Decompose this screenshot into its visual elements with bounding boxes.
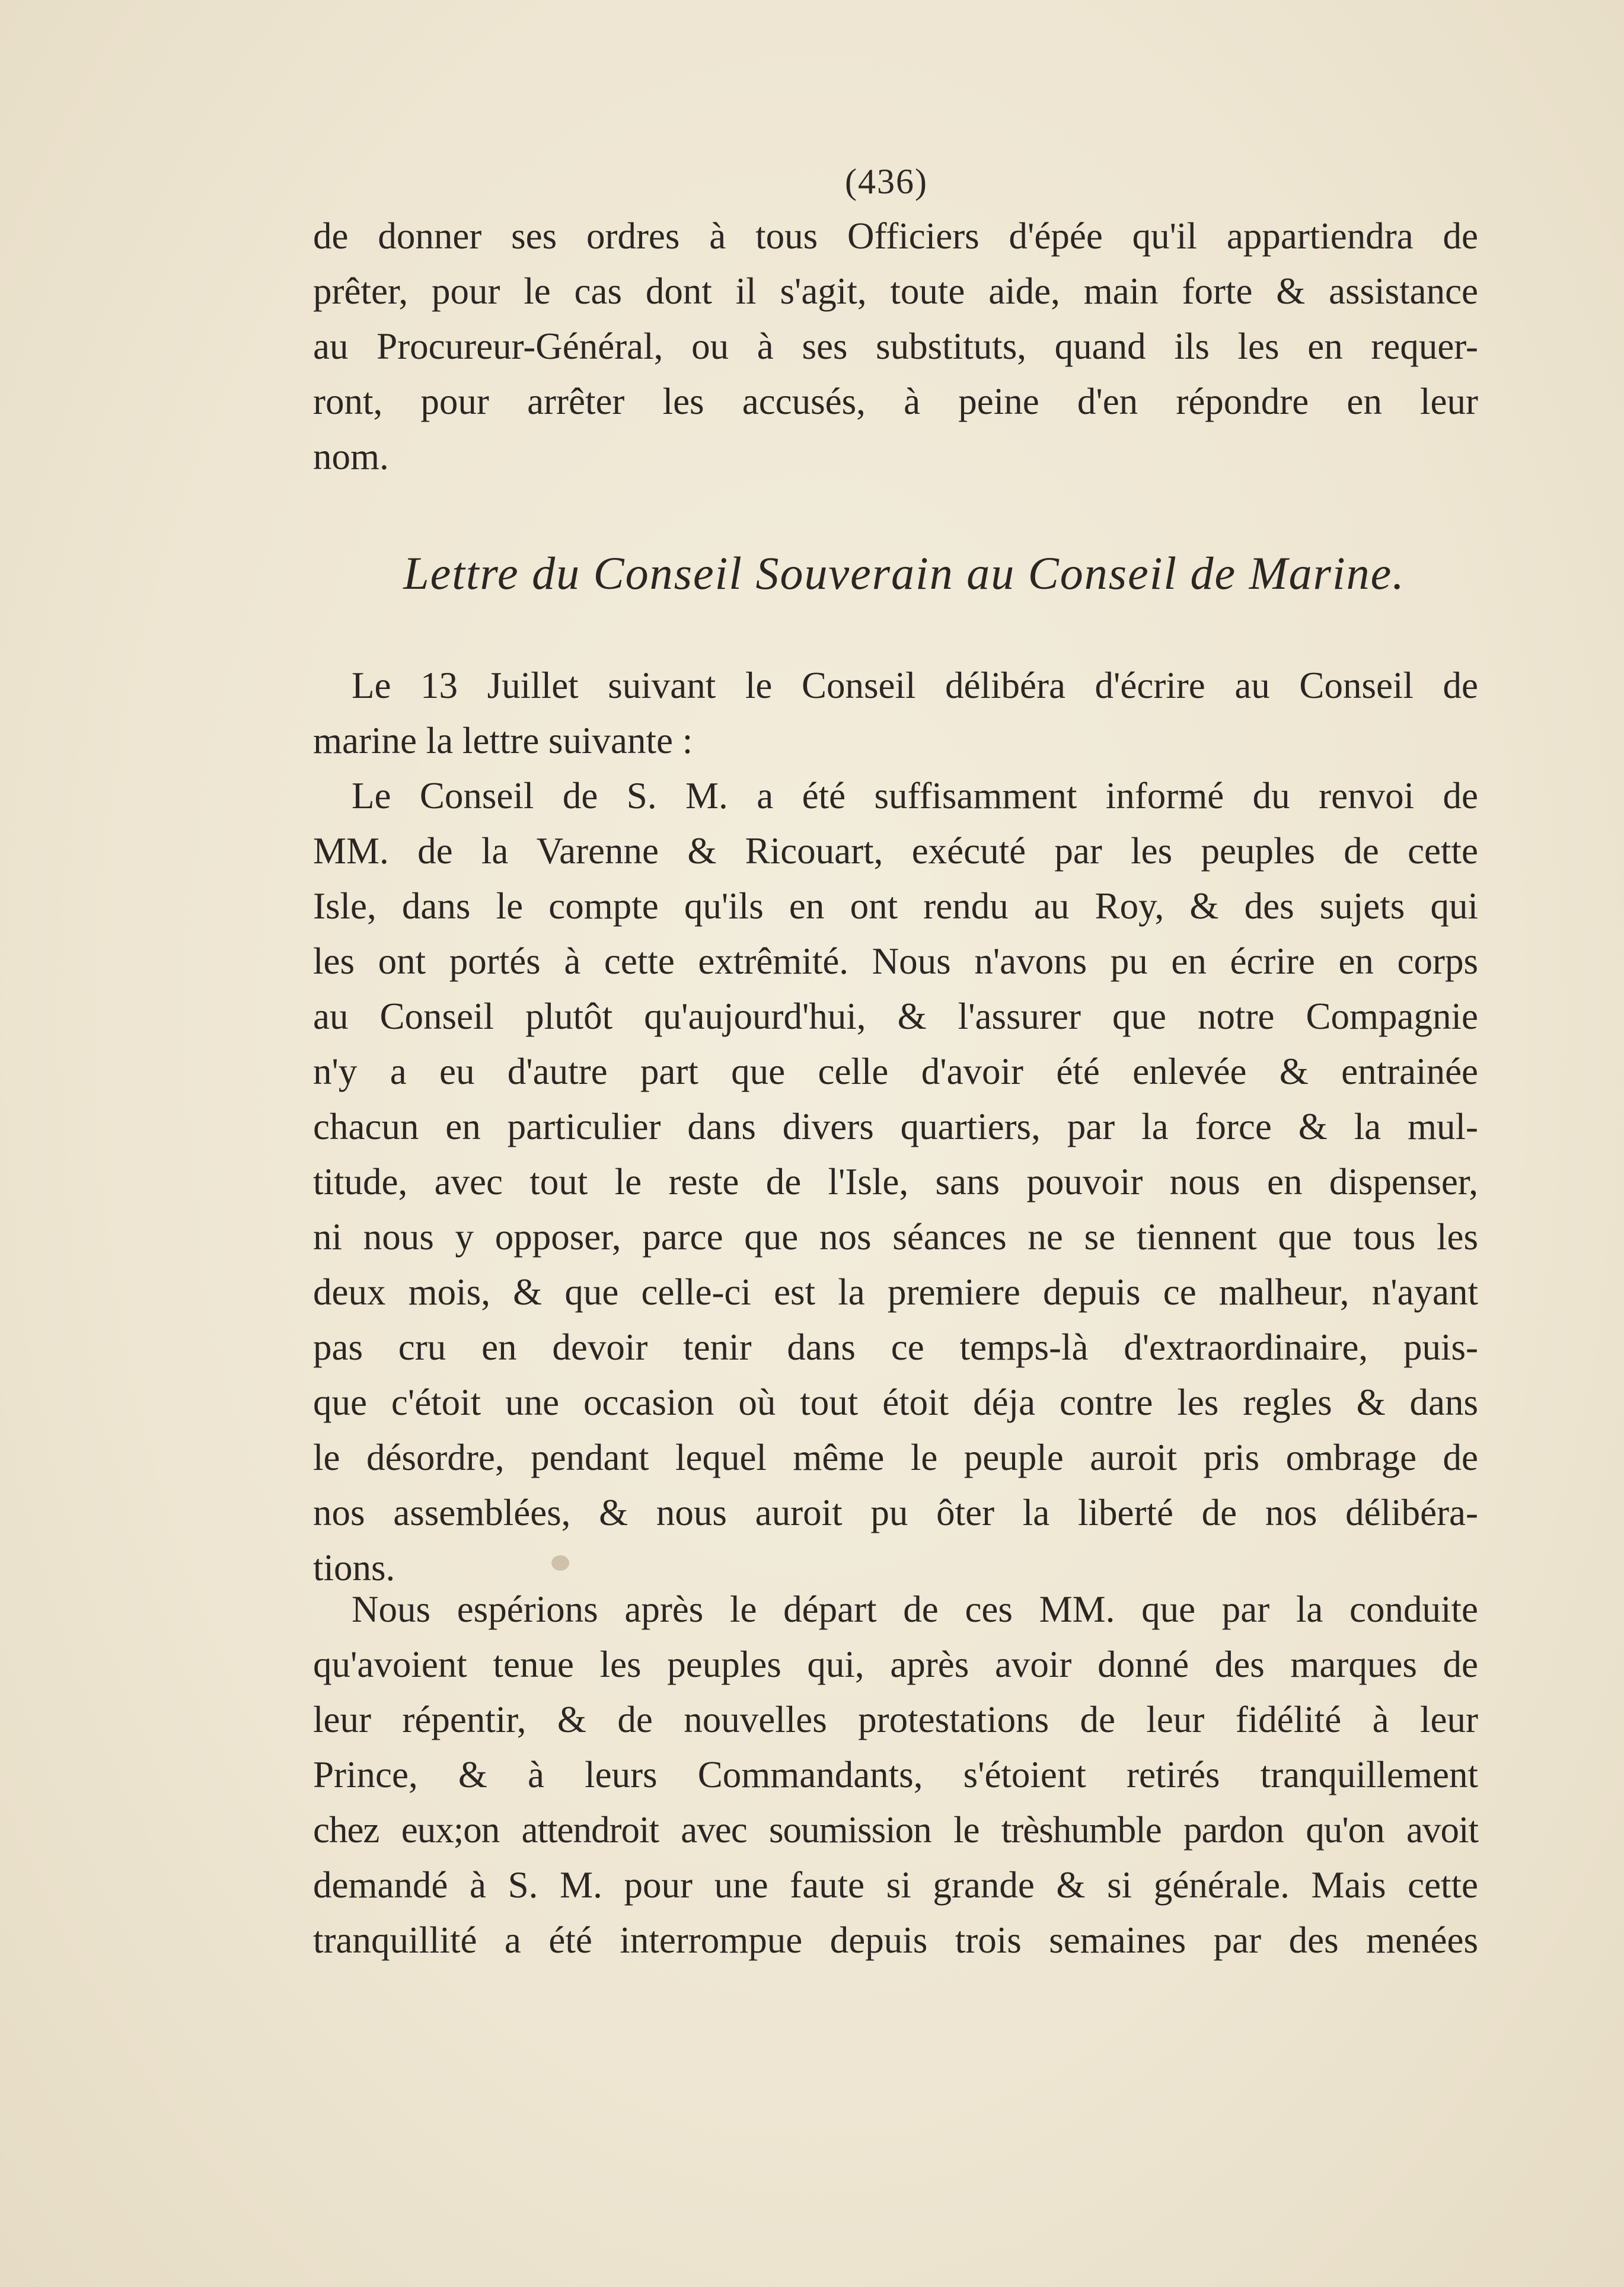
text-line: Prince, & à leurs Commandants, s'étoient retirés tranquillement — [313, 1754, 1478, 1795]
section-heading: Lettre du Conseil Souverain au Conseil de Marine. — [403, 547, 1405, 599]
text-line: au Procureur-Général, ou à ses substituts, quand ils les en requer- — [313, 326, 1478, 367]
paragraph-letter-body — [313, 1582, 1478, 1968]
text-line: chacun en particulier dans divers quartiers, par la force & la mul- — [313, 1106, 1478, 1147]
text-line: Le Conseil de S. M. a été suffisamment informé du renvoi de — [352, 775, 1478, 816]
text-line: Le 13 Juillet suivant le Conseil délibéra d'écrire au Conseil de — [352, 665, 1478, 706]
ink-stain — [551, 1555, 569, 1571]
text-line: MM. de la Varenne & Ricouart, exécuté par les peuples de cette — [313, 830, 1478, 872]
text-line: prêter, pour le cas dont il s'agit, toute aide, main forte & assistance — [313, 270, 1478, 312]
text-line: leur répentir, & de nouvelles protestations de leur fidélité à leur — [313, 1699, 1478, 1740]
text-line: ront, pour arrêter les accusés, à peine d'en répondre en leur — [313, 381, 1478, 422]
text-line: titude, avec tout le reste de l'Isle, sans pouvoir nous en dispenser, — [313, 1161, 1478, 1202]
text-line: le désordre, pendant lequel même le peuple auroit pris ombrage de — [313, 1437, 1478, 1478]
text-line: tranquillité a été interrompue depuis trois semaines par des menées — [313, 1919, 1478, 1961]
text-line: qu'avoient tenue les peuples qui, après avoir donné des marques de — [313, 1644, 1478, 1685]
text-line: les ont portés à cette extrêmité. Nous n'avons pu en écrire en corps — [313, 940, 1478, 982]
text-line: nos assemblées, & nous auroit pu ôter la liberté de nos délibéra- — [313, 1492, 1478, 1533]
text-line: n'y a eu d'autre part que celle d'avoir été enlevée & entrainée — [313, 1051, 1478, 1092]
text-line: nom. — [313, 436, 389, 477]
text-line: demandé à S. M. pour une faute si grande & si générale. Mais cette — [313, 1864, 1478, 1906]
text-line: au Conseil plutôt qu'aujourd'hui, & l'assurer que notre Compagnie — [313, 996, 1478, 1037]
paragraph-continuation — [313, 209, 1478, 484]
text-line: Isle, dans le compte qu'ils en ont rendu au Roy, & des sujets qui — [313, 885, 1478, 927]
page-number: (436) — [845, 162, 928, 201]
text-line: deux mois, & que celle-ci est la premiere depuis ce malheur, n'ayant — [313, 1271, 1478, 1313]
text-line: que c'étoit une occasion où tout étoit déja contre les regles & dans — [313, 1382, 1478, 1423]
text-line: tions. — [313, 1547, 395, 1589]
text-line: marine la lettre suivante : — [313, 720, 693, 761]
text-line: pas cru en devoir tenir dans ce temps-là d'extraordinaire, puis- — [313, 1326, 1478, 1368]
text-line: ni nous y opposer, parce que nos séances ne se tiennent que tous les — [313, 1216, 1478, 1258]
text-line: chez eux;on attendroit avec soumission le trèshumble pardon qu'on avoit — [313, 1809, 1478, 1851]
text-line: de donner ses ordres à tous Officiers d'épée qu'il appartiendra de — [313, 215, 1478, 257]
paragraph-letter-intro — [313, 658, 1478, 1596]
text-line: Nous espérions après le départ de ces MM. que par la conduite — [352, 1589, 1478, 1630]
